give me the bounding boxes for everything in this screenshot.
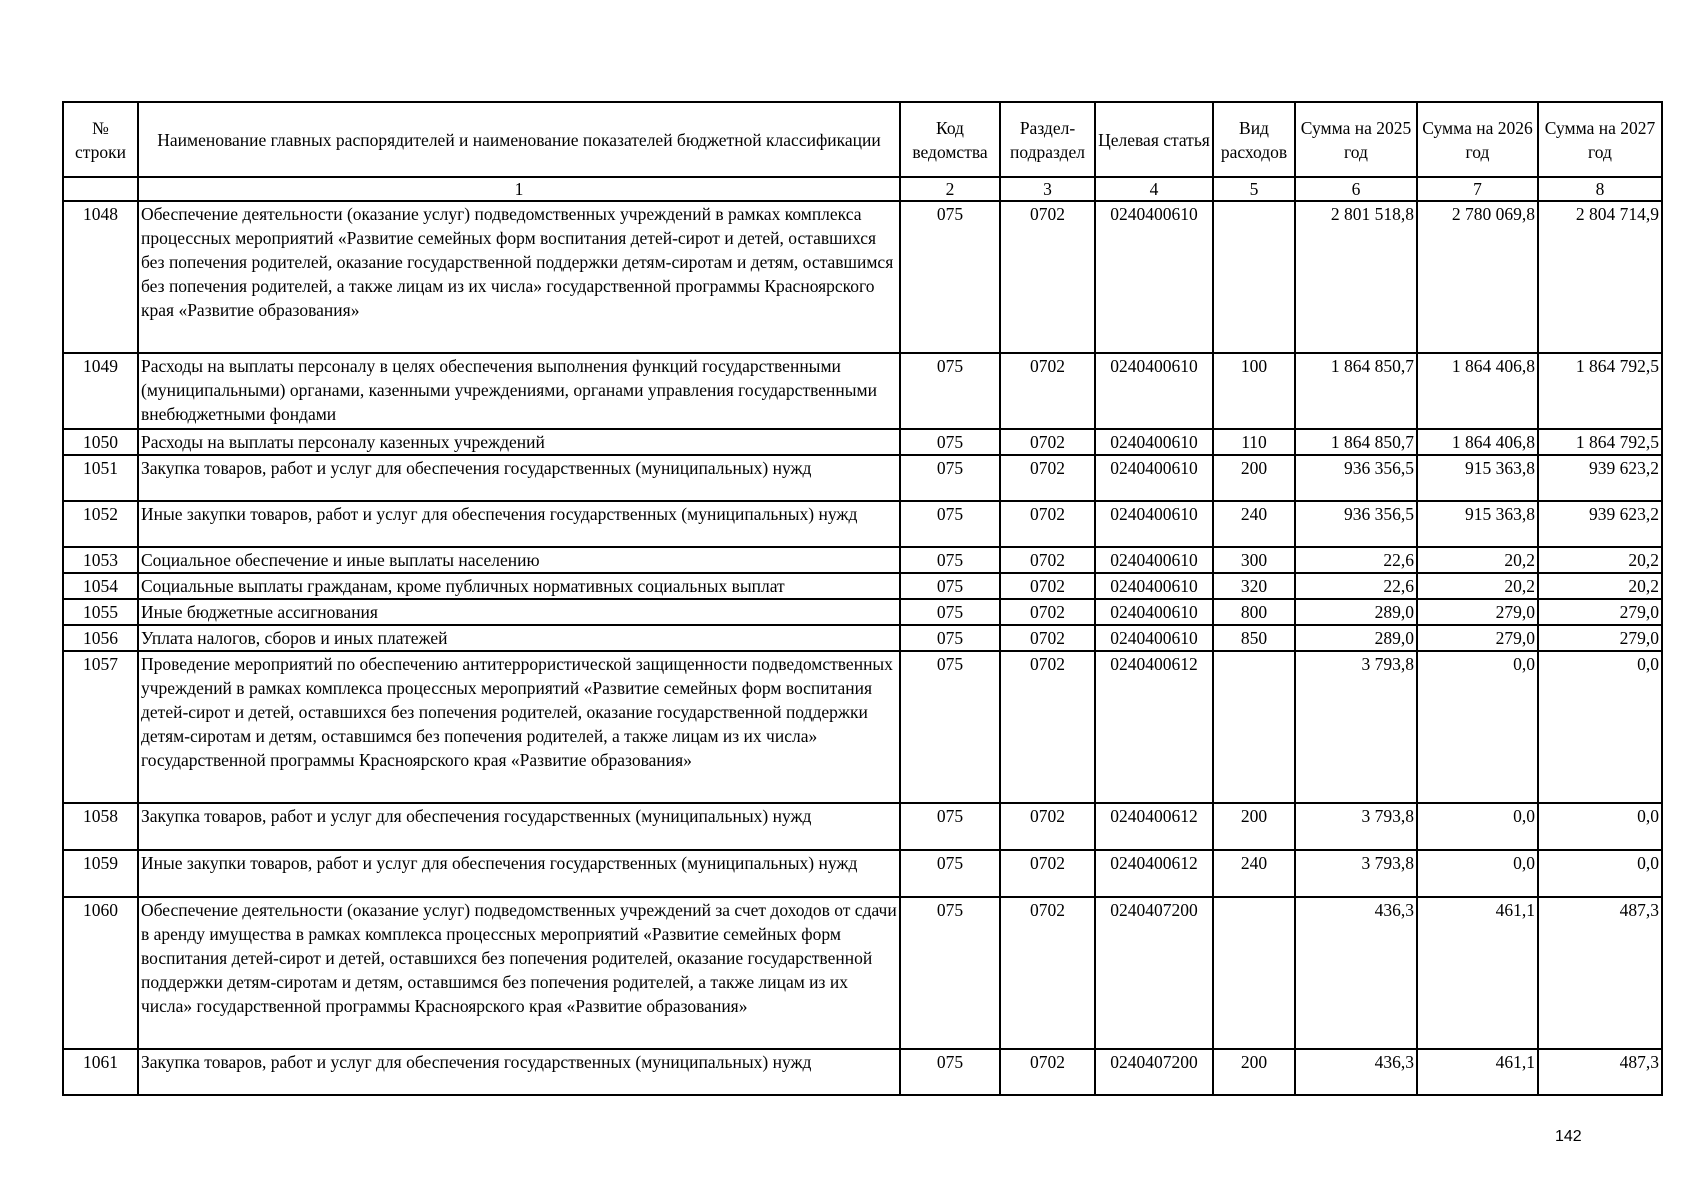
row-expense-type: 850 <box>1213 625 1295 651</box>
row-expense-type <box>1213 897 1295 1049</box>
row-name: Уплата налогов, сборов и иных платежей <box>138 625 900 651</box>
row-sum-2025: 436,3 <box>1295 897 1417 1049</box>
row-dept-code: 075 <box>900 1049 1000 1095</box>
table-row <box>63 625 1662 651</box>
row-name: Социальное обеспечение и иные выплаты населению <box>138 547 900 573</box>
row-target: 0240400610 <box>1095 573 1213 599</box>
row-number: 1049 <box>63 353 138 429</box>
row-sum-2026: 20,2 <box>1417 547 1538 573</box>
row-sum-2027: 939 623,2 <box>1538 501 1662 547</box>
column-number: 2 <box>900 177 1000 201</box>
row-dept-code: 075 <box>900 573 1000 599</box>
row-dept-code: 075 <box>900 501 1000 547</box>
table-row <box>63 651 1662 803</box>
row-target: 0240400610 <box>1095 625 1213 651</box>
row-sum-2025: 936 356,5 <box>1295 455 1417 501</box>
row-sum-2027: 1 864 792,5 <box>1538 429 1662 455</box>
row-expense-type <box>1213 201 1295 353</box>
row-sum-2025: 1 864 850,7 <box>1295 353 1417 429</box>
header-sum-2027: Сумма на 2027 год <box>1538 102 1662 177</box>
row-sum-2025: 22,6 <box>1295 573 1417 599</box>
row-name: Обеспечение деятельности (оказание услуг) подведомственных учреждений за счет доходов от сдачи в аренду имущества в рамках комплекса процессных мероприятий «Развитие семейных форм воспитания детей-сирот и детей, оставшихся без попечения родителей, оказание государственной поддержки детям-сиротам и детям, оставшимся без попечения родителей, а также лицам из их числа» государственной программы Красноярского края «Развитие образования» <box>138 897 900 1049</box>
row-dept-code: 075 <box>900 850 1000 897</box>
row-sum-2026: 279,0 <box>1417 625 1538 651</box>
row-number: 1050 <box>63 429 138 455</box>
column-number: 5 <box>1213 177 1295 201</box>
table-row <box>63 599 1662 625</box>
row-sum-2026: 1 864 406,8 <box>1417 429 1538 455</box>
row-section: 0702 <box>1000 625 1095 651</box>
row-name: Социальные выплаты гражданам, кроме публичных нормативных социальных выплат <box>138 573 900 599</box>
column-number: 7 <box>1417 177 1538 201</box>
row-expense-type: 200 <box>1213 455 1295 501</box>
row-target: 0240400610 <box>1095 455 1213 501</box>
row-sum-2026: 2 780 069,8 <box>1417 201 1538 353</box>
header-name: Наименование главных распорядителей и наименование показателей бюджетной классификации <box>138 102 900 177</box>
row-sum-2025: 289,0 <box>1295 599 1417 625</box>
table-row <box>63 1049 1662 1095</box>
row-section: 0702 <box>1000 201 1095 353</box>
column-number: 3 <box>1000 177 1095 201</box>
row-expense-type: 800 <box>1213 599 1295 625</box>
row-expense-type <box>1213 651 1295 803</box>
row-name: Закупка товаров, работ и услуг для обеспечения государственных (муниципальных) нужд <box>138 803 900 850</box>
row-sum-2026: 0,0 <box>1417 803 1538 850</box>
row-section: 0702 <box>1000 599 1095 625</box>
table-row <box>63 353 1662 429</box>
row-target: 0240400612 <box>1095 803 1213 850</box>
row-section: 0702 <box>1000 651 1095 803</box>
row-section: 0702 <box>1000 573 1095 599</box>
row-sum-2027: 0,0 <box>1538 803 1662 850</box>
row-sum-2027: 939 623,2 <box>1538 455 1662 501</box>
row-sum-2025: 3 793,8 <box>1295 850 1417 897</box>
row-expense-type: 240 <box>1213 501 1295 547</box>
header-section: Раздел-подраздел <box>1000 102 1095 177</box>
row-number: 1058 <box>63 803 138 850</box>
column-number: 8 <box>1538 177 1662 201</box>
row-target: 0240400610 <box>1095 547 1213 573</box>
row-target: 0240400610 <box>1095 599 1213 625</box>
table-row <box>63 501 1662 547</box>
table-row <box>63 455 1662 501</box>
row-sum-2025: 289,0 <box>1295 625 1417 651</box>
row-sum-2025: 22,6 <box>1295 547 1417 573</box>
row-sum-2027: 279,0 <box>1538 599 1662 625</box>
row-target: 0240407200 <box>1095 1049 1213 1095</box>
row-name: Закупка товаров, работ и услуг для обеспечения государственных (муниципальных) нужд <box>138 1049 900 1095</box>
row-expense-type: 200 <box>1213 803 1295 850</box>
row-dept-code: 075 <box>900 455 1000 501</box>
row-number: 1052 <box>63 501 138 547</box>
row-number: 1053 <box>63 547 138 573</box>
table-row <box>63 201 1662 353</box>
row-sum-2027: 20,2 <box>1538 573 1662 599</box>
row-sum-2026: 279,0 <box>1417 599 1538 625</box>
header-target: Целевая статья <box>1095 102 1213 177</box>
row-sum-2027: 0,0 <box>1538 850 1662 897</box>
row-sum-2025: 3 793,8 <box>1295 651 1417 803</box>
header-sum-2026: Сумма на 2026 год <box>1417 102 1538 177</box>
row-number: 1056 <box>63 625 138 651</box>
row-sum-2026: 20,2 <box>1417 573 1538 599</box>
row-sum-2027: 279,0 <box>1538 625 1662 651</box>
row-dept-code: 075 <box>900 429 1000 455</box>
row-sum-2026: 0,0 <box>1417 850 1538 897</box>
header-row <box>63 102 1662 177</box>
row-sum-2026: 915 363,8 <box>1417 501 1538 547</box>
budget-table <box>62 101 1663 1096</box>
row-sum-2026: 1 864 406,8 <box>1417 353 1538 429</box>
row-target: 0240400610 <box>1095 201 1213 353</box>
row-name: Расходы на выплаты персоналу в целях обеспечения выполнения функций государственными (муниципальными) органами, казенными учреждениями, органами управления государственными внебюджетными фондами <box>138 353 900 429</box>
row-name: Обеспечение деятельности (оказание услуг) подведомственных учреждений в рамках комплекса процессных мероприятий «Развитие семейных форм воспитания детей-сирот и детей, оставшихся без попечения родителей, оказание государственной поддержки детям-сиротам и детям, оставшимся без попечения родителей, а также лицам из их числа» государственной программы Красноярского края «Развитие образования» <box>138 201 900 353</box>
row-section: 0702 <box>1000 1049 1095 1095</box>
row-name: Иные закупки товаров, работ и услуг для обеспечения государственных (муниципальных) нужд <box>138 501 900 547</box>
row-dept-code: 075 <box>900 353 1000 429</box>
row-number: 1048 <box>63 201 138 353</box>
row-sum-2025: 2 801 518,8 <box>1295 201 1417 353</box>
row-section: 0702 <box>1000 803 1095 850</box>
header-dept-code: Код ведомства <box>900 102 1000 177</box>
row-sum-2026: 0,0 <box>1417 651 1538 803</box>
row-expense-type: 300 <box>1213 547 1295 573</box>
row-number: 1055 <box>63 599 138 625</box>
row-number: 1051 <box>63 455 138 501</box>
row-sum-2025: 3 793,8 <box>1295 803 1417 850</box>
row-dept-code: 075 <box>900 599 1000 625</box>
header-expense-type: Вид расходов <box>1213 102 1295 177</box>
row-sum-2026: 461,1 <box>1417 1049 1538 1095</box>
table-row <box>63 429 1662 455</box>
row-sum-2025: 1 864 850,7 <box>1295 429 1417 455</box>
row-target: 0240400610 <box>1095 501 1213 547</box>
row-sum-2027: 2 804 714,9 <box>1538 201 1662 353</box>
row-name: Закупка товаров, работ и услуг для обеспечения государственных (муниципальных) нужд <box>138 455 900 501</box>
header-sum-2025: Сумма на 2025 год <box>1295 102 1417 177</box>
column-number: 4 <box>1095 177 1213 201</box>
row-sum-2027: 20,2 <box>1538 547 1662 573</box>
table-row <box>63 897 1662 1049</box>
row-dept-code: 075 <box>900 803 1000 850</box>
table-row <box>63 850 1662 897</box>
row-expense-type: 240 <box>1213 850 1295 897</box>
row-expense-type: 320 <box>1213 573 1295 599</box>
column-number: 1 <box>138 177 900 201</box>
column-number: 6 <box>1295 177 1417 201</box>
row-section: 0702 <box>1000 429 1095 455</box>
table-row <box>63 547 1662 573</box>
row-section: 0702 <box>1000 547 1095 573</box>
column-number-row <box>63 177 1662 201</box>
table-row <box>63 803 1662 850</box>
row-target: 0240400610 <box>1095 353 1213 429</box>
row-section: 0702 <box>1000 353 1095 429</box>
row-sum-2027: 487,3 <box>1538 897 1662 1049</box>
header-row-num: № строки <box>63 102 138 177</box>
row-number: 1057 <box>63 651 138 803</box>
row-dept-code: 075 <box>900 547 1000 573</box>
row-sum-2026: 461,1 <box>1417 897 1538 1049</box>
row-sum-2026: 915 363,8 <box>1417 455 1538 501</box>
row-number: 1054 <box>63 573 138 599</box>
row-expense-type: 110 <box>1213 429 1295 455</box>
row-dept-code: 075 <box>900 625 1000 651</box>
row-dept-code: 075 <box>900 897 1000 1049</box>
row-number: 1060 <box>63 897 138 1049</box>
row-sum-2027: 487,3 <box>1538 1049 1662 1095</box>
row-expense-type: 100 <box>1213 353 1295 429</box>
row-sum-2025: 936 356,5 <box>1295 501 1417 547</box>
row-section: 0702 <box>1000 850 1095 897</box>
row-sum-2027: 1 864 792,5 <box>1538 353 1662 429</box>
row-section: 0702 <box>1000 897 1095 1049</box>
row-target: 0240400612 <box>1095 850 1213 897</box>
row-name: Иные бюджетные ассигнования <box>138 599 900 625</box>
row-name: Расходы на выплаты персоналу казенных учреждений <box>138 429 900 455</box>
row-target: 0240407200 <box>1095 897 1213 1049</box>
row-section: 0702 <box>1000 455 1095 501</box>
row-expense-type: 200 <box>1213 1049 1295 1095</box>
row-sum-2027: 0,0 <box>1538 651 1662 803</box>
row-target: 0240400612 <box>1095 651 1213 803</box>
table-row <box>63 573 1662 599</box>
row-dept-code: 075 <box>900 201 1000 353</box>
row-target: 0240400610 <box>1095 429 1213 455</box>
row-section: 0702 <box>1000 501 1095 547</box>
row-name: Иные закупки товаров, работ и услуг для обеспечения государственных (муниципальных) нужд <box>138 850 900 897</box>
page-number: 142 <box>1555 1128 1582 1145</box>
row-name: Проведение мероприятий по обеспечению антитеррористической защищенности подведомственных учреждений в рамках комплекса процессных мероприятий «Развитие семейных форм воспитания детей-сирот и детей, оставшихся без попечения родителей, оказание государственной поддержки детям-сиротам и детям, оставшимся без попечения родителей, а также лицам из их числа» государственной программы Красноярского края «Развитие образования» <box>138 651 900 803</box>
row-number: 1061 <box>63 1049 138 1095</box>
row-sum-2025: 436,3 <box>1295 1049 1417 1095</box>
row-number: 1059 <box>63 850 138 897</box>
column-number <box>63 177 138 201</box>
row-dept-code: 075 <box>900 651 1000 803</box>
